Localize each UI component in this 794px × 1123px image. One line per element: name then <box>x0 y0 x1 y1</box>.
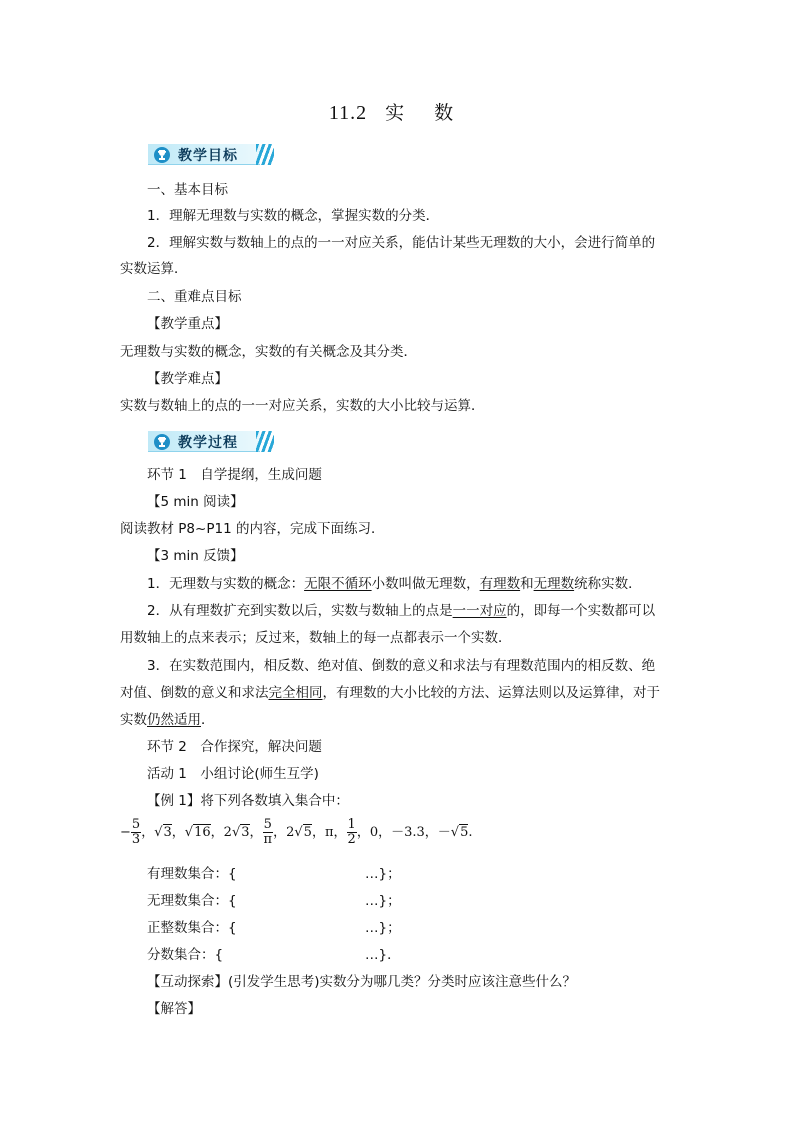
basic-goal-heading: 一、基本目标 <box>147 182 228 198</box>
feedback-item-3c: 实数仍然适用． <box>120 712 215 728</box>
set-rational: 有理数集合：{ …}； <box>147 866 401 882</box>
set-positive-integer: 正整数集合：{ …}； <box>147 920 401 936</box>
step2-heading: 环节 2 合作探究，解决问题 <box>147 739 322 755</box>
section-banner-process <box>148 428 274 454</box>
focus-label: 【教学重点】 <box>147 316 228 332</box>
focus-text: 无理数与实数的概念，实数的有关概念及其分类． <box>120 344 417 360</box>
title-number: 11.2 <box>328 102 368 124</box>
explore-line: 【互动探索】(引发学生思考)实数分为哪几类？分类时应该注意些什么？ <box>147 974 577 990</box>
blank-answer: 无理数 <box>533 576 575 592</box>
feedback-item-2a: 2．从有理数扩充到实数以后，实数与数轴上的点是一一对应的，即每一个实数都可以 <box>147 603 656 619</box>
set-fraction: 分数集合：{ …}． <box>147 947 401 963</box>
feedback-item-3b: 对值、倒数的意义和求法完全相同，有理数的大小比较的方法、运算法则以及运算律，对于 <box>120 685 660 701</box>
trophy-icon <box>154 434 170 450</box>
fraction: $\frac{5}{\pi}$ <box>263 817 273 847</box>
explore-label: 【互动探索】 <box>147 974 228 990</box>
key-goal-heading: 二、重难点目标 <box>147 289 242 305</box>
title-text: 实 数 <box>385 102 466 124</box>
read-label: 【5 min 阅读】 <box>147 494 244 510</box>
step1-heading: 环节 1 自学提纲，生成问题 <box>147 467 322 483</box>
section-banner-goals <box>148 141 274 167</box>
feedback-label: 【3 min 反馈】 <box>147 548 244 564</box>
blank-answer: 一一对应 <box>452 603 507 619</box>
basic-goal-1: 1．理解无理数与实数的概念，掌握实数的分类． <box>147 208 440 224</box>
fraction: $\frac{5}{3}$ <box>131 817 141 847</box>
feedback-item-3a: 3．在实数范围内，相反数、绝对值、倒数的意义和求法与有理数范围内的相反数、绝 <box>147 658 656 674</box>
page-title <box>0 98 794 125</box>
feedback-item-1: 1．无理数与实数的概念：无限不循环小数叫做无理数，有理数和无理数统称实数． <box>147 576 642 592</box>
read-text: 阅读教材 P8~P11 的内容，完成下面练习． <box>120 521 385 537</box>
blank-answer: 有理数 <box>479 576 521 592</box>
blank-answer: 无限不循环 <box>304 576 372 592</box>
number-list: − $\frac{5}{3}$ ，√3，√16，2√3， $\frac{5}{\pi}$ ，2√5，π， $\frac{1}{2}$ ，0，－3.3，－√5. <box>120 817 473 847</box>
answer-label: 【解答】 <box>147 1001 201 1017</box>
basic-goal-2a: 2．理解实数与数轴上的点的一一对应关系，能估计某些无理数的大小，会进行简单的 <box>147 235 656 251</box>
set-irrational: 无理数集合：{ …}； <box>147 893 401 909</box>
basic-goal-2b: 实数运算． <box>120 261 188 277</box>
example1: 【例 1】将下列各数填入集合中： <box>147 793 349 809</box>
difficulty-text: 实数与数轴上的点的一一对应关系，实数的大小比较与运算． <box>120 398 485 414</box>
difficulty-label: 【教学难点】 <box>147 371 228 387</box>
blank-answer: 完全相同 <box>268 685 323 701</box>
activity1-heading: 活动 1 小组讨论(师生互学) <box>147 766 319 782</box>
section-label-process: 教学过程 <box>178 435 238 451</box>
fraction: $\frac{1}{2}$ <box>347 817 356 847</box>
blank-answer: 仍然适用 <box>147 712 201 728</box>
example-label: 【例 1】 <box>147 793 201 809</box>
feedback-item-2b: 用数轴上的点来表示；反过来，数轴上的每一点都表示一个实数． <box>120 630 512 646</box>
trophy-icon <box>154 147 170 163</box>
section-label-goals: 教学目标 <box>178 148 238 164</box>
